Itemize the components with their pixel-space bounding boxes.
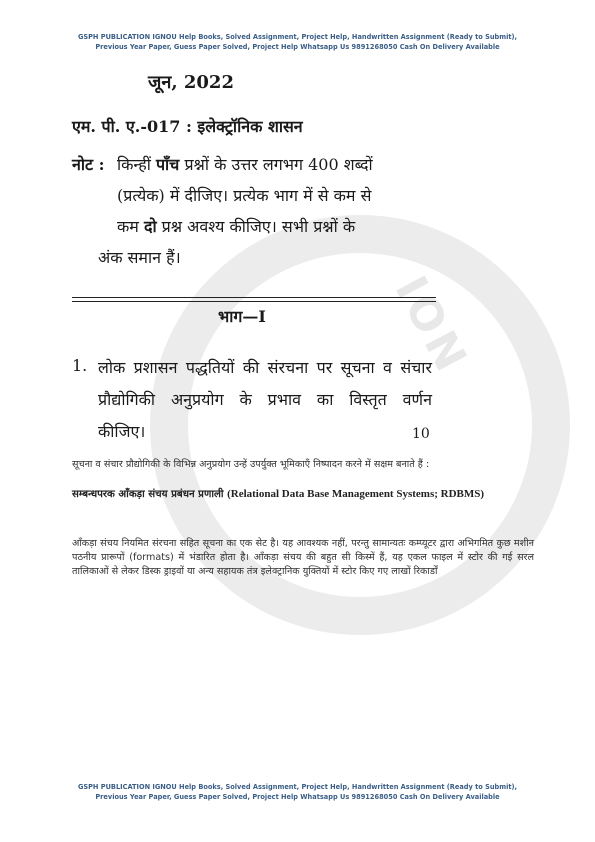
divider [72,301,436,302]
note-label: नोट : [72,155,105,174]
question-line: प्रौद्योगिकी अनुप्रयोग के प्रभाव का विस्तृत वर्णन [98,390,432,409]
note-emphasis: पाँच [155,155,180,174]
question-line: लोक प्रशासन पद्धतियों की संरचना पर सूचना व संचार [98,358,432,377]
header-banner-line: GSPH PUBLICATION IGNOU Help Books, Solved Assignment, Project Help, Handwritten Assignment (Ready to Submit), [77,33,518,41]
section-title: भाग—I [218,307,266,326]
note-text: कम [117,217,144,236]
watermark-text: ION [384,268,478,383]
instructions-note [72,149,444,267]
header-banner [0,33,595,52]
note-line: (प्रत्येक) में दीजिए। प्रत्येक भाग में से कम से [117,186,372,205]
note-text: प्रश्न अवश्य कीजिए। सभी प्रश्नों के [156,217,356,236]
note-text: किन्हीं [117,155,156,174]
header-banner-line: Previous Year Paper, Guess Paper Solved, Project Help Whatsapp Us 9891268050 Cash On Delivery Available [95,42,500,51]
divider [72,297,436,298]
question-line: कीजिए। [98,422,146,441]
answer-paragraph: आँकड़ा संचय नियमित संरचना सहित सूचना का एक सेट है। यह आवश्यक नहीं, परन्तु सामान्यतः कम्प्यूटर द्वारा अभिगमित कुछ मशीन पठनीय प्रारूपों (formats) में भंडारित होता है। आँकड़ा संचय की बहुत सी किस्में हैं, यह एकल फाइल में स्टोर की गई सरल तालिकाओं से लेकर डिस्क ड्राइवों या अन्य सहायक तंत्र इलेक्ट्रानिक युक्तियों में स्टोर किए गए लाखों रिकार्डों [72,538,534,577]
footer-banner-line: GSPH PUBLICATION IGNOU Help Books, Solved Assignment, Project Help, Handwritten Assignment (Ready to Submit), [77,783,518,791]
paper-title: एम. पी. ए.-017 : इलेक्ट्रॉनिक शासन [72,117,303,136]
answer-intro: सूचना व संचार प्रौद्योगिकी के विभिन्न अनुप्रयोग उन्हें उपर्युक्त भूमिकाएँ निष्पादन करने में सक्षम बनाते हैं : [72,459,430,470]
answer-heading-hindi: सम्बन्धपरक आँकड़ा संचय प्रबंधन प्रणाली [72,489,228,500]
question-number: 1. [72,356,88,375]
note-text: प्रश्नों के उत्तर लगभग 400 शब्दों [179,155,373,174]
question-marks: 10 [412,426,430,442]
note-line: अंक समान हैं। [98,248,181,267]
note-line [117,149,444,180]
footer-banner [0,783,595,802]
note-body [98,149,444,273]
answer-heading [72,487,534,502]
question-text [98,352,432,448]
note-emphasis: दो [143,217,157,236]
note-line [117,211,444,242]
footer-banner-line: Previous Year Paper, Guess Paper Solved, Project Help Whatsapp Us 9891268050 Cash On Delivery Available [95,792,500,801]
answer-heading-english: (Relational Data Base Management Systems; RDBMS) [227,488,485,500]
exam-date: जून, 2022 [148,72,234,93]
